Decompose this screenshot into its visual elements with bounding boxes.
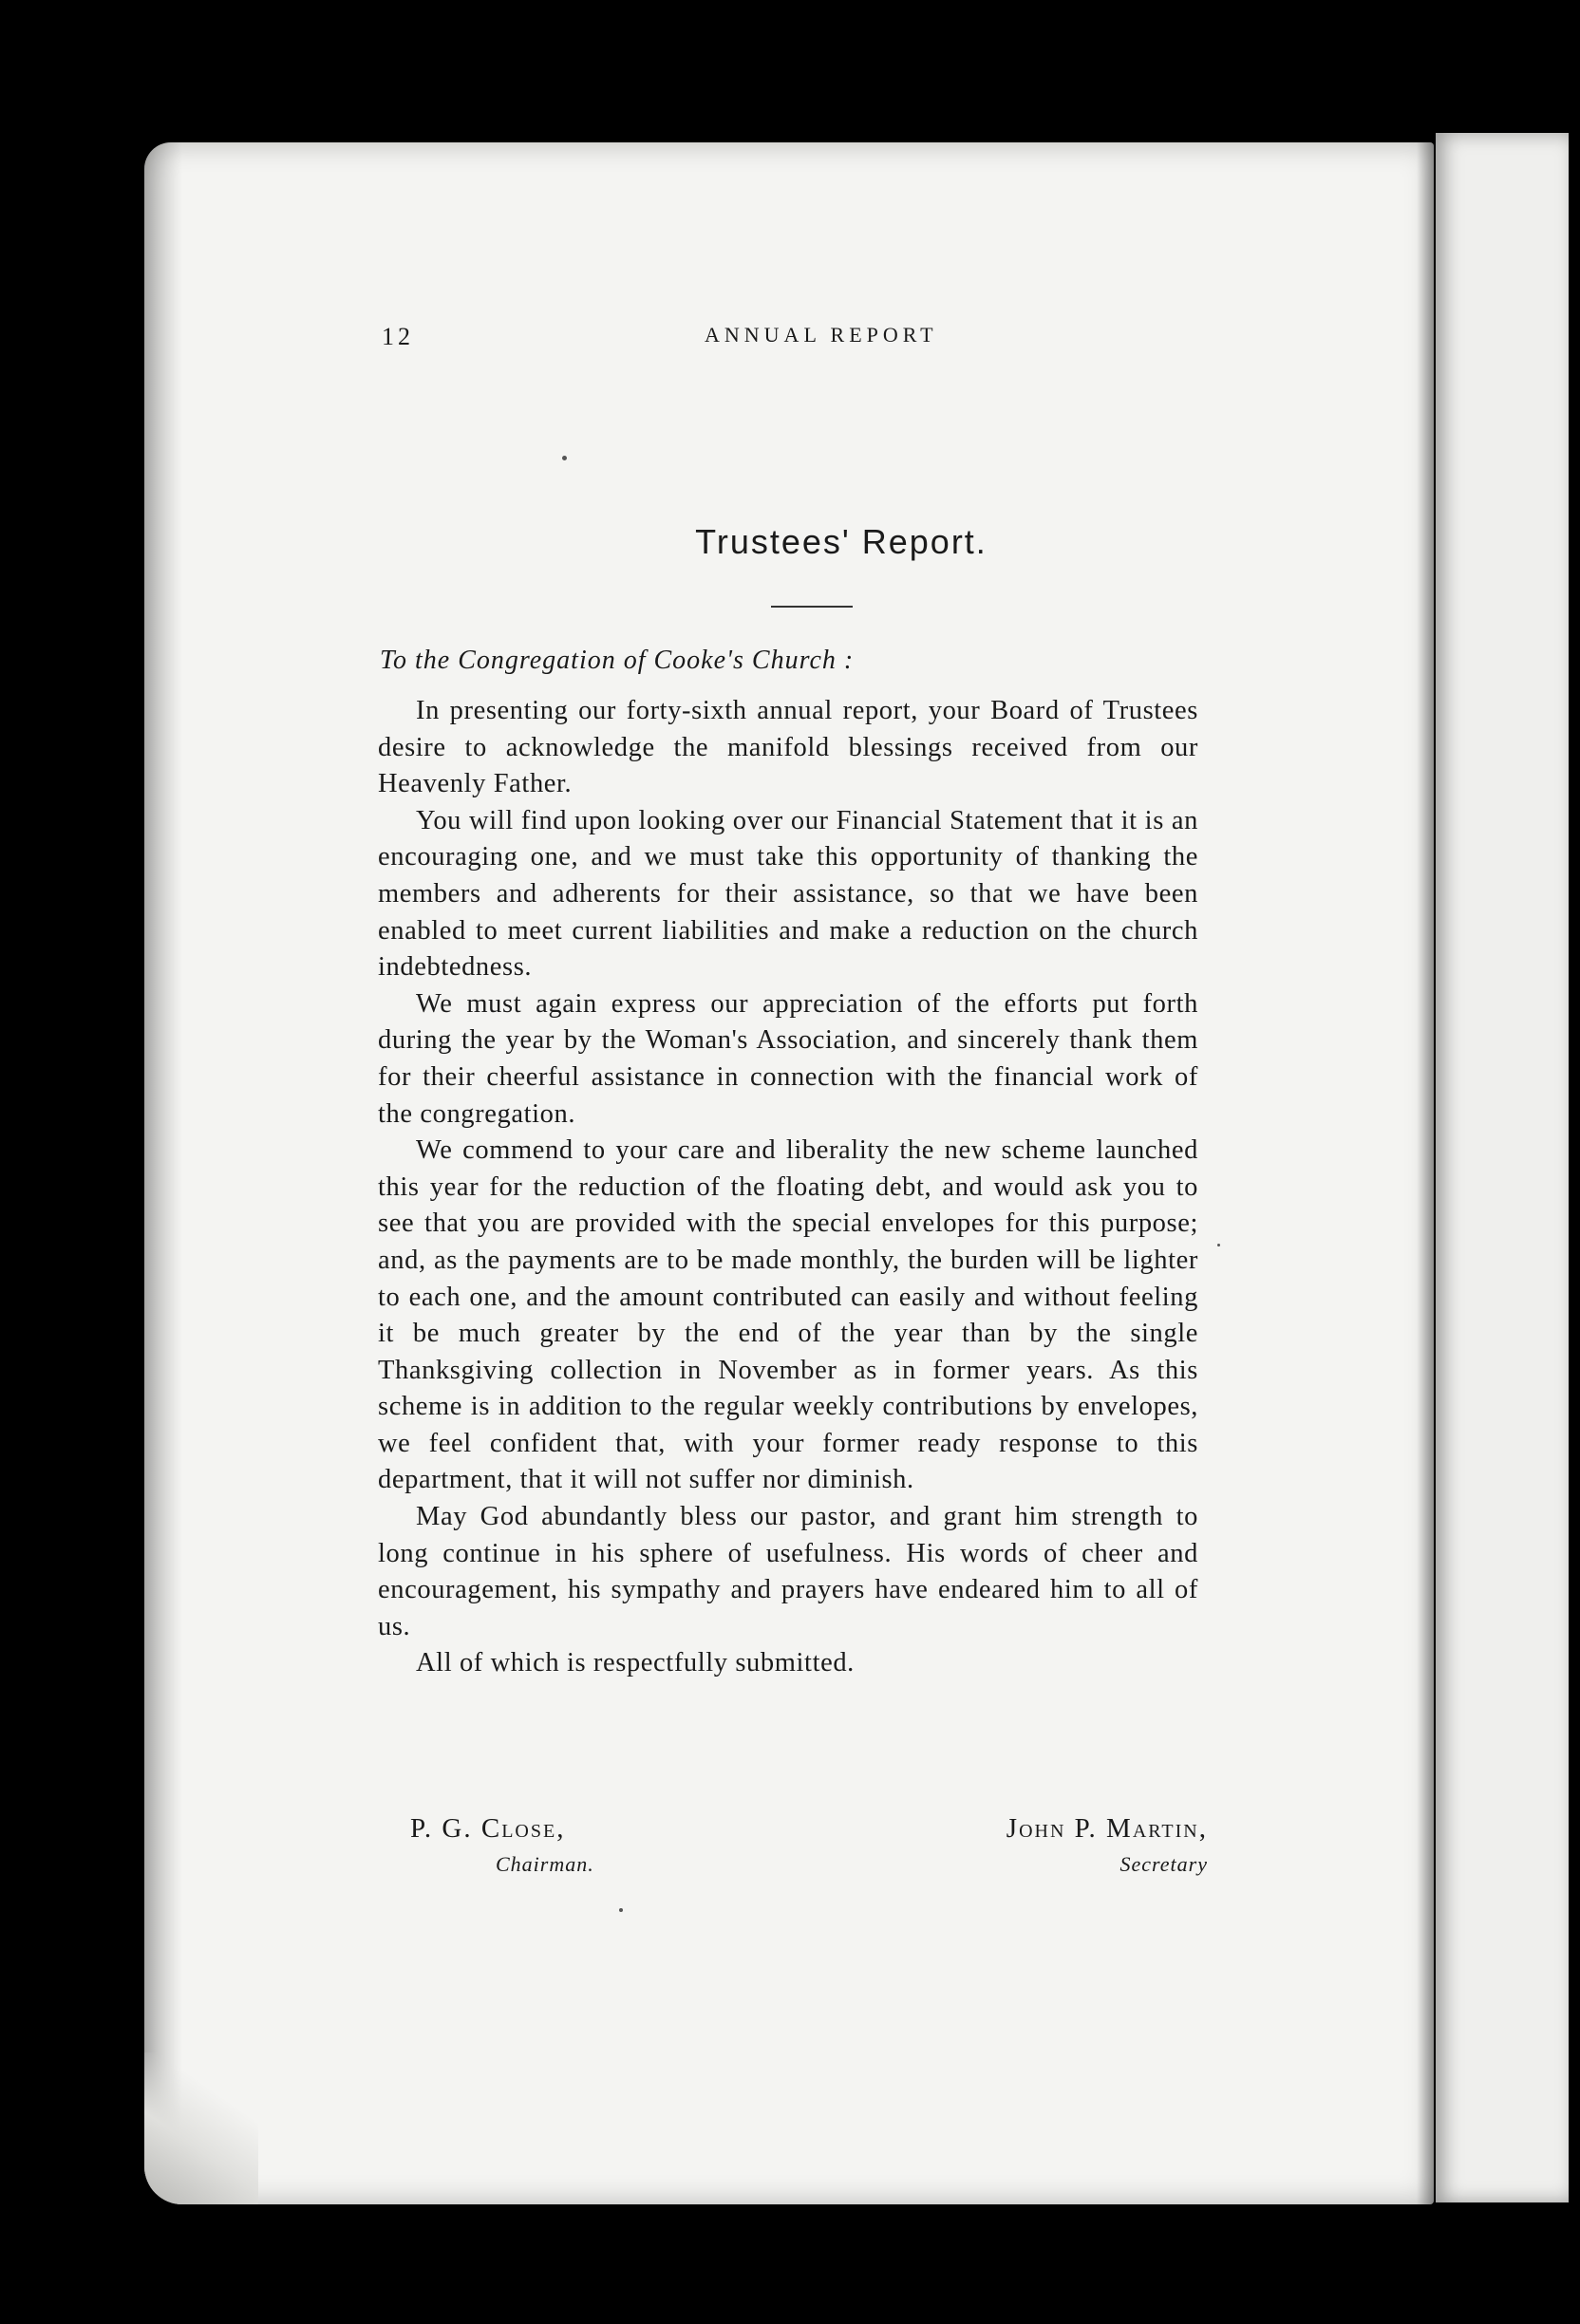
title-divider — [771, 606, 853, 608]
signatory-role: Secretary — [1119, 1852, 1208, 1876]
report-body — [378, 693, 1198, 1682]
signatory-name: P. G. Close, — [410, 1813, 566, 1844]
paragraph: All of which is respectfully submitted. — [416, 1648, 855, 1678]
page-header — [144, 323, 1434, 361]
paragraph: You will find upon looking over our Financial Statement that it is an encouraging one, and we must take this opportunity of thanking the members and adherents for their assistance, so that we have been enabled to meet current liabilities and make a reduction on the church indebtedness. — [378, 805, 1198, 983]
signatory-chairman — [410, 1813, 594, 1877]
salutation: To the Congregation of Cooke's Church : — [380, 646, 855, 675]
document-page — [144, 142, 1434, 2204]
signature-block — [144, 1813, 1434, 1899]
paper-speck — [619, 1908, 623, 1912]
paragraph: May God abundantly bless our pastor, and grant him strength to long continue in his sphere of usefulness. His words of cheer and encouragement, his sympathy and prayers have endeared him to all of us. — [378, 1502, 1198, 1641]
signatory-name: John P. Martin, — [1006, 1813, 1208, 1844]
paragraph: We commend to your care and liberality the new scheme launched this year for the reduction of the floating debt, and would ask you to see that you are provided with the special envelopes for this purpose; and, as the payments are to be made monthly, the burden will be lighter to each one, and the amount contributed can easily and without feeling it be much greater by the end of the year than by the single Thanksgiving collection in November as in former years. As this scheme is in addition to the regular weekly contributions by envelopes, we feel confident that, with your former ready response to this department, that it will not suffer nor diminish. — [378, 1135, 1198, 1495]
page-number: 12 — [382, 323, 414, 350]
paragraph: We must again express our appreciation of the efforts put forth during the year by the Woman's Association, and sincerely thank them for their cheerful assistance in connection with the financial work of the congregation. — [378, 988, 1198, 1129]
report-title: Trustees' Report. — [695, 522, 988, 561]
signatory-role: Chairman. — [496, 1852, 594, 1876]
worn-corner — [144, 2052, 258, 2204]
running-head: ANNUAL REPORT — [705, 323, 938, 347]
paper-speck — [1217, 1244, 1220, 1246]
signatory-secretary — [851, 1813, 1208, 1877]
paragraph: In presenting our forty-sixth annual report, your Board of Trustees desire to acknowledge the manifold blessings received from our Heavenly Father. — [378, 696, 1198, 799]
paper-speck — [562, 456, 567, 460]
facing-page-edge — [1436, 133, 1569, 2202]
